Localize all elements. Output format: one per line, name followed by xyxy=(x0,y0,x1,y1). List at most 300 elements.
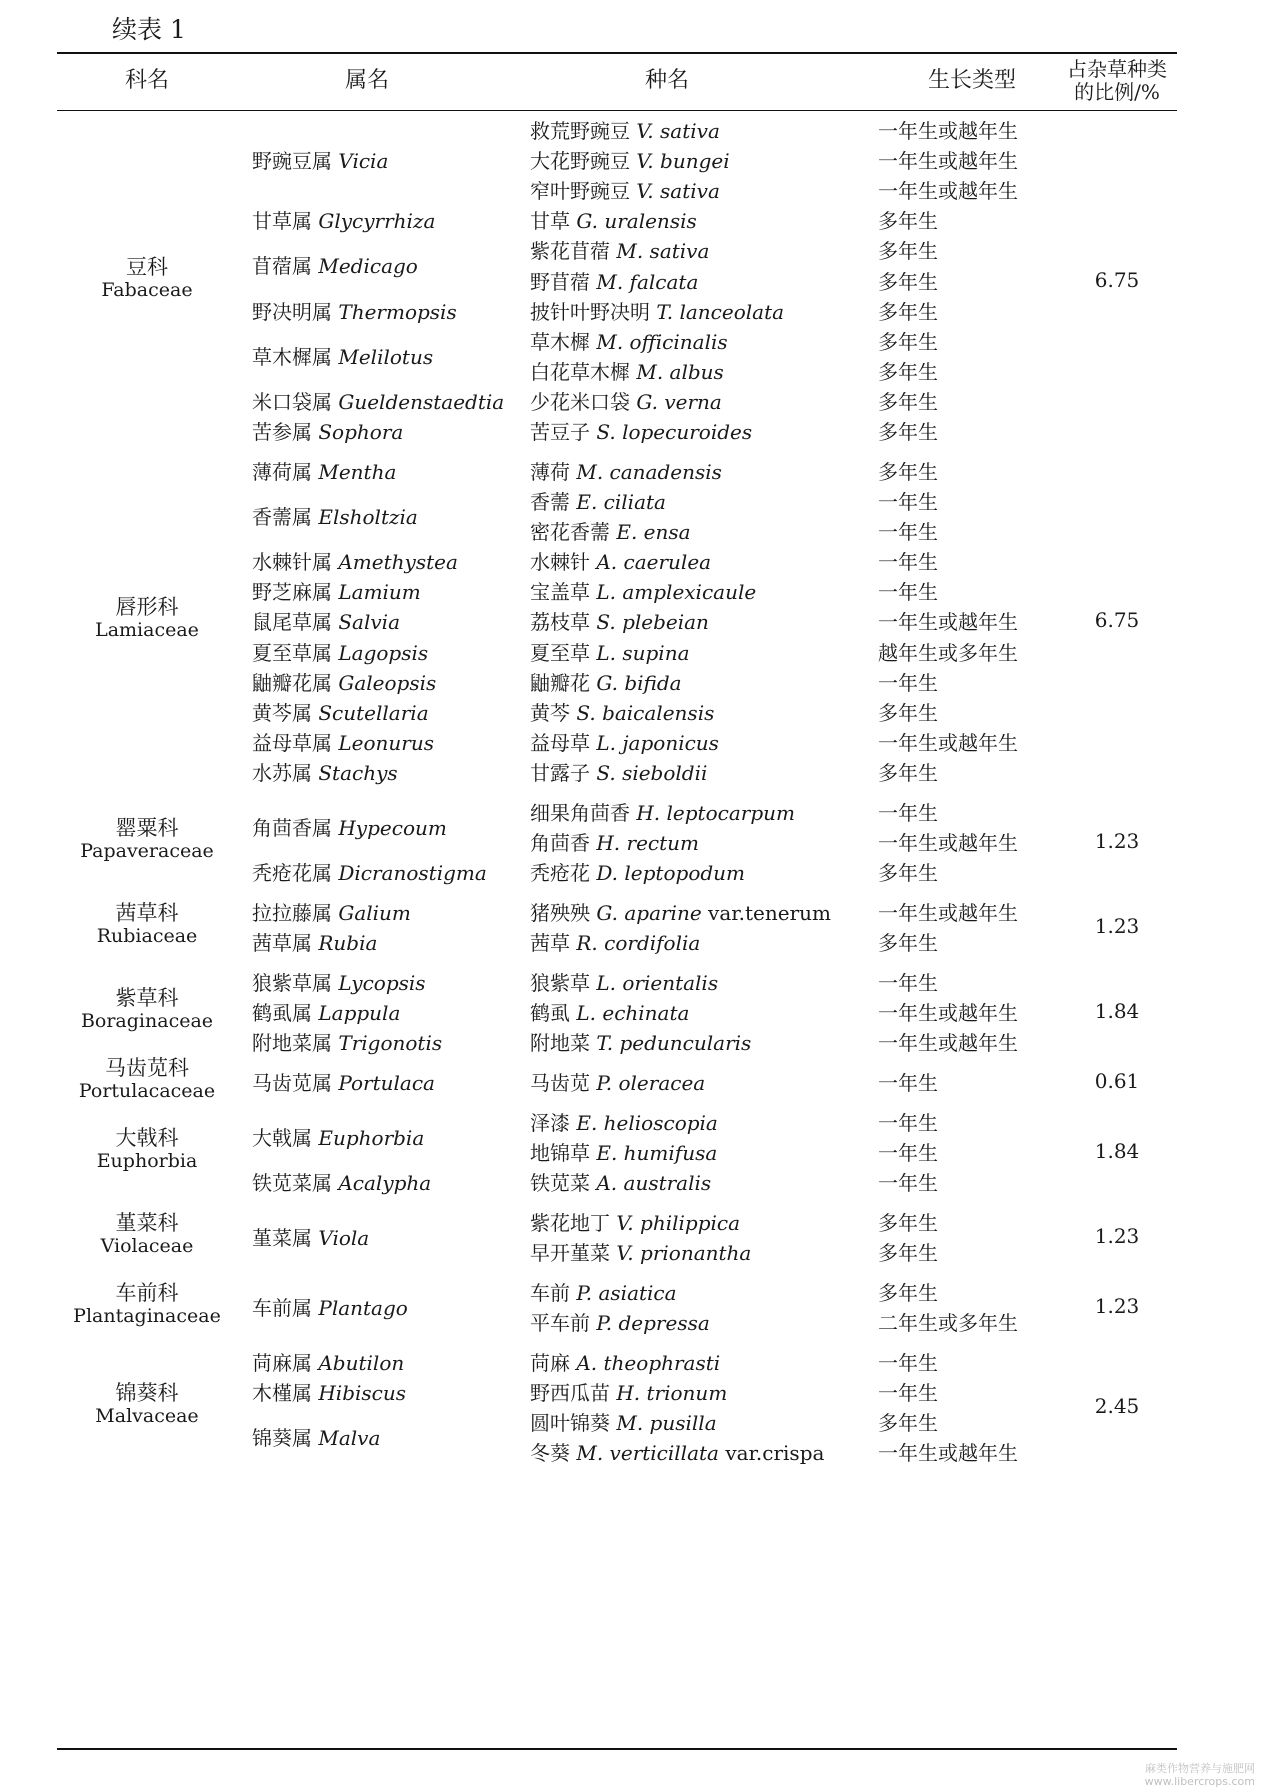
family-cell xyxy=(57,256,237,302)
species-name-latin: M. sativa xyxy=(616,239,710,264)
growth-type-cell xyxy=(878,295,938,329)
header-percentage-line2: 的比例/% xyxy=(1074,80,1160,104)
species-name-zh: 密花香薷 xyxy=(530,520,610,545)
species-cell xyxy=(530,926,700,960)
growth-type-cell xyxy=(878,1236,938,1270)
genus-name-zh: 马齿苋属 xyxy=(252,1071,332,1095)
species-cell xyxy=(530,455,722,489)
growth-type: 一年生或越年生 xyxy=(878,149,1018,174)
genus-name-latin: Plantago xyxy=(318,1296,408,1321)
growth-type-cell xyxy=(878,696,938,730)
genus-name-zh: 铁苋菜属 xyxy=(252,1171,332,1196)
genus-cell xyxy=(252,295,457,329)
growth-type: 多年生 xyxy=(878,1241,938,1266)
growth-type-cell xyxy=(878,1376,938,1410)
genus-name-zh: 甘草属 xyxy=(252,209,312,234)
species-cell xyxy=(530,204,697,238)
species-cell xyxy=(530,325,728,359)
species-name-zh: 鼬瓣花 xyxy=(530,670,590,695)
species-name-latin: M. pusilla xyxy=(616,1411,717,1436)
species-name-latin: M. albus xyxy=(636,359,724,384)
family-name-zh: 堇菜科 xyxy=(115,1211,179,1236)
family-name-latin: Portulacaceae xyxy=(78,1080,216,1103)
species-name-latin: P. oleracea xyxy=(596,1071,706,1095)
genus-name-latin: Gueldenstaedtia xyxy=(338,389,505,414)
family-name-zh: 茜草科 xyxy=(115,901,179,925)
species-cell xyxy=(530,826,699,860)
growth-type-cell xyxy=(878,1106,938,1140)
species-cell xyxy=(530,996,689,1030)
species-name-latin: H. rectum xyxy=(596,830,699,855)
species-name-zh: 猪殃殃 xyxy=(530,900,590,925)
family-cell xyxy=(57,987,237,1033)
percentage-value: 1.23 xyxy=(1094,828,1140,853)
genus-name-latin: Lagopsis xyxy=(338,640,429,665)
species-name-latin: M. verticillata xyxy=(576,1441,719,1466)
genus-name-zh: 拉拉藤属 xyxy=(252,900,332,925)
species-name-latin: V. prionantha xyxy=(616,1241,752,1266)
genus-name-zh: 车前属 xyxy=(252,1296,312,1321)
growth-type: 多年生 xyxy=(878,459,938,484)
species-name-latin: S. baicalensis xyxy=(576,700,715,725)
species-cell xyxy=(530,856,745,890)
species-cell xyxy=(530,1436,824,1470)
family-cell xyxy=(57,1127,237,1173)
species-cell xyxy=(530,114,720,148)
genus-name-latin: Galium xyxy=(338,900,411,925)
genus-cell xyxy=(252,1066,435,1100)
growth-type-cell xyxy=(878,415,938,449)
growth-type-cell xyxy=(878,605,1018,639)
genus-name-zh: 鼬瓣花属 xyxy=(252,670,332,695)
species-cell xyxy=(530,636,690,670)
family-cell xyxy=(57,817,237,863)
species-name-zh: 车前 xyxy=(530,1281,570,1305)
growth-type: 多年生 xyxy=(878,389,938,414)
genus-name-latin: Abutilon xyxy=(318,1351,405,1375)
percentage-value: 6.75 xyxy=(1094,608,1140,633)
species-name-latin: A. australis xyxy=(596,1171,712,1196)
species-name-zh: 铁苋菜 xyxy=(530,1171,590,1196)
growth-type-cell xyxy=(878,1206,938,1240)
genus-name-zh: 苜蓿属 xyxy=(252,254,312,279)
species-name-latin: E. helioscopia xyxy=(576,1110,718,1135)
growth-type: 多年生 xyxy=(878,359,938,384)
genus-name-latin: Euphorbia xyxy=(318,1125,425,1150)
growth-type: 一年生 xyxy=(878,1110,938,1135)
growth-type-cell xyxy=(878,1406,938,1440)
growth-type: 多年生 xyxy=(878,420,938,444)
percentage-cell xyxy=(1057,1389,1177,1423)
species-name-latin: D. leptopodum xyxy=(596,861,746,885)
percentage-value: 1.23 xyxy=(1094,914,1140,938)
growth-type-cell xyxy=(878,174,1018,208)
species-name-zh: 细果角茴香 xyxy=(530,800,630,825)
genus-cell xyxy=(252,856,487,890)
growth-type: 多年生 xyxy=(878,299,938,324)
species-cell xyxy=(530,144,730,178)
genus-name-zh: 茜草属 xyxy=(252,931,312,955)
genus-name-zh: 野芝麻属 xyxy=(252,580,332,605)
genus-name-latin: Stachys xyxy=(318,760,398,785)
growth-type-cell xyxy=(878,1276,938,1310)
family-name-latin: Lamiaceae xyxy=(95,619,199,642)
family-cell xyxy=(57,596,237,642)
growth-type-cell xyxy=(878,896,1018,930)
species-cell xyxy=(530,726,719,760)
growth-type-cell xyxy=(878,485,938,519)
growth-type-cell xyxy=(878,1066,938,1100)
species-name-zh: 角茴香 xyxy=(530,830,590,855)
species-cell xyxy=(530,385,722,419)
growth-type-cell xyxy=(878,796,938,830)
species-name-latin: V. sativa xyxy=(636,179,720,204)
genus-name-zh: 香薷属 xyxy=(252,505,312,530)
species-name-zh: 紫花地丁 xyxy=(530,1211,610,1235)
percentage-value: 2.45 xyxy=(1094,1394,1140,1419)
species-cell xyxy=(530,485,666,519)
genus-name-latin: Thermopsis xyxy=(338,299,457,324)
growth-type-cell xyxy=(878,1026,1018,1060)
percentage-value: 1.23 xyxy=(1094,1294,1140,1319)
species-name-zh: 苘麻 xyxy=(530,1351,570,1375)
growth-type: 多年生 xyxy=(878,700,938,725)
species-name-latin: S. sieboldii xyxy=(596,760,708,785)
genus-name-latin: Galeopsis xyxy=(338,670,437,695)
species-name-zh: 圆叶锦葵 xyxy=(530,1411,610,1436)
species-name-latin: E. ensa xyxy=(616,520,691,545)
growth-type-cell xyxy=(878,966,938,1000)
species-cell xyxy=(530,1136,717,1170)
species-cell xyxy=(530,174,720,208)
genus-name-zh: 大戟属 xyxy=(252,1125,312,1150)
genus-cell xyxy=(252,385,504,419)
species-name-zh: 茜草 xyxy=(530,931,570,955)
header-growth-type: 生长类型 xyxy=(927,68,1016,93)
family-name-latin: Violaceae xyxy=(100,1235,194,1258)
species-name-latin: V. sativa xyxy=(636,119,720,143)
species-cell xyxy=(530,1276,677,1310)
species-name-zh: 少花米口袋 xyxy=(530,389,630,414)
genus-name-latin: Portulaca xyxy=(338,1071,435,1095)
genus-name-zh: 狼紫草属 xyxy=(252,970,332,995)
genus-name-latin: Malva xyxy=(318,1426,381,1451)
genus-name-latin: Acalypha xyxy=(338,1171,432,1196)
species-name-latin: P. depressa xyxy=(596,1311,710,1336)
growth-type-cell xyxy=(878,926,938,960)
genus-name-latin: Hibiscus xyxy=(318,1381,407,1406)
growth-type-cell xyxy=(878,996,1018,1030)
genus-name-zh: 鼠尾草属 xyxy=(252,610,332,635)
growth-type: 多年生 xyxy=(878,269,938,294)
family-name-latin: Papaveraceae xyxy=(80,839,214,862)
growth-type-cell xyxy=(878,826,1018,860)
genus-name-latin: Amethystea xyxy=(338,550,458,575)
species-name-zh: 鹤虱 xyxy=(530,1001,570,1025)
header-rule xyxy=(57,110,1177,111)
growth-type-cell xyxy=(878,455,938,489)
growth-type: 多年生 xyxy=(878,760,938,785)
growth-type: 一年生或越年生 xyxy=(878,730,1018,755)
growth-type: 一年生 xyxy=(878,490,938,514)
species-cell xyxy=(530,575,756,609)
family-name-zh: 马齿苋科 xyxy=(105,1056,189,1081)
species-cell xyxy=(530,545,711,579)
species-name-zh: 救荒野豌豆 xyxy=(530,119,630,143)
percentage-value: 0.61 xyxy=(1094,1069,1140,1094)
species-name-zh: 荔枝草 xyxy=(530,610,590,635)
species-name-latin: T. peduncularis xyxy=(596,1031,752,1056)
growth-type-cell xyxy=(878,856,938,890)
genus-cell xyxy=(252,1026,442,1060)
genus-name-zh: 水苏属 xyxy=(252,760,312,785)
percentage-cell xyxy=(1057,994,1177,1028)
growth-type: 二年生或多年生 xyxy=(878,1311,1018,1336)
bottom-rule xyxy=(57,1748,1177,1750)
watermark-line2: www.libercrops.com xyxy=(1144,1775,1255,1788)
species-name-zh: 平车前 xyxy=(530,1311,590,1336)
growth-type: 多年生 xyxy=(878,931,938,955)
header-species: 种名 xyxy=(644,68,689,93)
species-name-zh: 香薷 xyxy=(530,490,570,514)
genus-name-latin: Medicago xyxy=(318,254,418,279)
family-cell xyxy=(57,1282,237,1328)
growth-type: 多年生 xyxy=(878,329,938,354)
genus-name-latin: Scutellaria xyxy=(318,700,429,725)
growth-type: 一年生或越年生 xyxy=(878,119,1018,143)
genus-name-latin: Lycopsis xyxy=(338,970,426,995)
genus-name-zh: 木槿属 xyxy=(252,1381,312,1406)
species-name-latin: G. bifida xyxy=(596,670,682,695)
species-name-latin: L. amplexicaule xyxy=(596,580,757,605)
header-percentage xyxy=(1057,52,1177,110)
genus-cell xyxy=(252,1166,431,1200)
growth-type-cell xyxy=(878,234,938,268)
genus-cell xyxy=(252,545,458,579)
percentage-value: 6.75 xyxy=(1094,267,1140,292)
genus-name-latin: Melilotus xyxy=(338,344,434,369)
growth-type: 一年生 xyxy=(878,970,938,995)
family-name-zh: 车前科 xyxy=(115,1281,179,1306)
species-cell xyxy=(530,796,795,830)
species-name-latin: G. uralensis xyxy=(576,209,697,234)
genus-name-latin: Viola xyxy=(318,1226,370,1251)
species-name-latin: S. plebeian xyxy=(596,610,709,635)
family-cell xyxy=(57,1382,237,1428)
genus-name-zh: 鹤虱属 xyxy=(252,1001,312,1025)
header-percentage-line1: 占杂草种类 xyxy=(1067,57,1167,81)
species-name-latin: V. bungei xyxy=(636,149,730,174)
growth-type-cell xyxy=(878,666,938,700)
percentage-cell xyxy=(1057,1134,1177,1168)
growth-type: 一年生 xyxy=(878,1171,938,1196)
species-cell xyxy=(530,355,724,389)
species-cell xyxy=(530,666,682,700)
species-cell xyxy=(530,605,709,639)
species-name-zh: 薄荷 xyxy=(530,459,570,484)
species-name-latin: L. echinata xyxy=(576,1001,690,1025)
species-name-latin: L. supina xyxy=(596,640,690,665)
family-cell xyxy=(57,1212,237,1258)
growth-type-cell xyxy=(878,1436,1018,1470)
growth-type: 多年生 xyxy=(878,239,938,264)
species-name-zh: 白花草木樨 xyxy=(530,359,630,384)
genus-name-latin: Dicranostigma xyxy=(338,861,487,885)
growth-type-cell xyxy=(878,756,938,790)
genus-name-zh: 薄荷属 xyxy=(252,459,312,484)
growth-type: 一年生或越年生 xyxy=(878,830,1018,855)
species-cell xyxy=(530,896,831,930)
growth-type: 一年生或越年生 xyxy=(878,1031,1018,1056)
species-name-latin: H. leptocarpum xyxy=(636,800,795,825)
family-name-zh: 唇形科 xyxy=(115,595,179,620)
percentage-cell xyxy=(1057,824,1177,858)
growth-type: 一年生 xyxy=(878,1381,938,1406)
species-name-latin: V. philippica xyxy=(616,1211,741,1235)
species-name-latin: R. cordifolia xyxy=(576,931,701,955)
growth-type: 一年生 xyxy=(878,520,938,545)
species-cell xyxy=(530,1166,711,1200)
genus-name-zh: 堇菜属 xyxy=(252,1226,312,1251)
species-name-latin: A. theophrasti xyxy=(576,1351,721,1375)
family-name-latin: Boraginaceae xyxy=(80,1010,214,1033)
genus-cell xyxy=(252,636,428,670)
family-name-zh: 大戟科 xyxy=(115,1126,179,1151)
growth-type: 越年生或多年生 xyxy=(878,640,1018,665)
genus-name-latin: Glycyrrhiza xyxy=(318,209,436,234)
species-name-latin: M. officinalis xyxy=(596,329,728,354)
growth-type-cell xyxy=(878,265,938,299)
percentage-value: 1.23 xyxy=(1094,1224,1140,1249)
growth-type-cell xyxy=(878,515,938,549)
growth-type-cell xyxy=(878,726,1018,760)
genus-cell xyxy=(252,144,388,178)
growth-type-cell xyxy=(878,144,1018,178)
family-name-latin: Rubiaceae xyxy=(96,925,198,947)
species-name-zh: 草木樨 xyxy=(530,329,590,354)
genus-cell xyxy=(252,1421,380,1455)
header-genus: 属名 xyxy=(344,68,389,93)
genus-name-latin: Lappula xyxy=(318,1001,401,1025)
genus-cell xyxy=(252,1376,406,1410)
genus-cell xyxy=(252,500,418,534)
family-name-zh: 豆科 xyxy=(126,254,168,279)
species-name-latin: M. falcata xyxy=(596,269,699,294)
growth-type-cell xyxy=(878,636,1018,670)
growth-type-cell xyxy=(878,545,938,579)
genus-cell xyxy=(252,1346,404,1380)
genus-name-zh: 野决明属 xyxy=(252,299,332,324)
family-cell xyxy=(57,1057,237,1103)
genus-name-latin: Salvia xyxy=(338,610,400,635)
growth-type: 一年生 xyxy=(878,1351,938,1375)
growth-type: 一年生或越年生 xyxy=(878,610,1018,635)
percentage-value: 1.84 xyxy=(1094,999,1140,1024)
species-cell xyxy=(530,1376,727,1410)
genus-cell xyxy=(252,455,396,489)
growth-type: 一年生 xyxy=(878,580,938,605)
species-name-zh: 冬葵 xyxy=(530,1441,570,1466)
growth-type: 一年生或越年生 xyxy=(878,900,1018,925)
species-cell xyxy=(530,265,698,299)
percentage-value: 1.84 xyxy=(1094,1139,1140,1164)
species-name-zh: 夏至草 xyxy=(530,640,590,665)
genus-cell xyxy=(252,756,398,790)
percentage-cell xyxy=(1057,909,1177,943)
genus-cell xyxy=(252,966,426,1000)
growth-type: 一年生或越年生 xyxy=(878,1441,1018,1466)
family-name-latin: Malvaceae xyxy=(95,1405,199,1428)
species-name-latin: H. trionum xyxy=(616,1381,728,1406)
family-name-latin: Euphorbia xyxy=(96,1150,198,1173)
species-name-zh: 马齿苋 xyxy=(530,1071,590,1095)
genus-cell xyxy=(252,726,434,760)
growth-type: 多年生 xyxy=(878,1281,938,1305)
genus-cell xyxy=(252,575,421,609)
species-cell xyxy=(530,234,709,268)
family-name-latin: Plantaginaceae xyxy=(73,1305,221,1328)
growth-type-cell xyxy=(878,1346,938,1380)
species-name-zh: 秃疮花 xyxy=(530,861,590,885)
genus-name-latin: Hypecoum xyxy=(338,815,447,840)
species-name-zh: 泽漆 xyxy=(530,1110,570,1135)
species-cell xyxy=(530,756,707,790)
watermark xyxy=(1145,1762,1255,1788)
species-cell xyxy=(530,1236,751,1270)
species-name-zh: 益母草 xyxy=(530,730,590,755)
species-name-latin: L. japonicus xyxy=(596,730,719,755)
species-name-latin: G. aparine xyxy=(596,900,702,925)
growth-type: 多年生 xyxy=(878,1211,938,1235)
genus-name-zh: 苘麻属 xyxy=(252,1351,312,1375)
family-name-zh: 罂粟科 xyxy=(115,815,179,840)
growth-type: 一年生 xyxy=(878,550,938,575)
genus-cell xyxy=(252,896,411,930)
species-name-latin: S. lopecuroides xyxy=(596,420,753,444)
species-name-zh: 甘草 xyxy=(530,209,570,234)
growth-type-cell xyxy=(878,325,938,359)
species-cell xyxy=(530,1206,740,1240)
genus-name-zh: 秃疮花属 xyxy=(252,861,332,885)
species-name-zh: 附地菜 xyxy=(530,1031,590,1056)
growth-type: 一年生 xyxy=(878,800,938,825)
growth-type: 一年生 xyxy=(878,1141,938,1165)
growth-type-cell xyxy=(878,204,938,238)
species-cell xyxy=(530,515,691,549)
genus-cell xyxy=(252,1221,369,1255)
species-name-zh: 宝盖草 xyxy=(530,580,590,605)
species-name-zh: 狼紫草 xyxy=(530,970,590,995)
species-cell xyxy=(530,1306,710,1340)
genus-cell xyxy=(252,1291,408,1325)
genus-name-latin: Leonurus xyxy=(338,730,434,755)
genus-cell xyxy=(252,666,436,700)
species-name-latin: T. lanceolata xyxy=(656,299,785,324)
percentage-cell xyxy=(1057,1219,1177,1253)
species-name-latin: E. ciliata xyxy=(576,490,666,514)
genus-cell xyxy=(252,1121,424,1155)
genus-name-latin: Vicia xyxy=(338,149,389,174)
species-name-zh: 水棘针 xyxy=(530,550,590,575)
genus-cell xyxy=(252,415,403,449)
growth-type-cell xyxy=(878,575,938,609)
growth-type: 一年生 xyxy=(878,1071,938,1095)
species-name-zh: 黄芩 xyxy=(530,700,570,725)
species-name-zh: 大花野豌豆 xyxy=(530,149,630,174)
species-name-latin: G. verna xyxy=(636,389,722,414)
genus-name-latin: Sophora xyxy=(318,420,404,444)
family-name-zh: 紫草科 xyxy=(115,986,179,1011)
